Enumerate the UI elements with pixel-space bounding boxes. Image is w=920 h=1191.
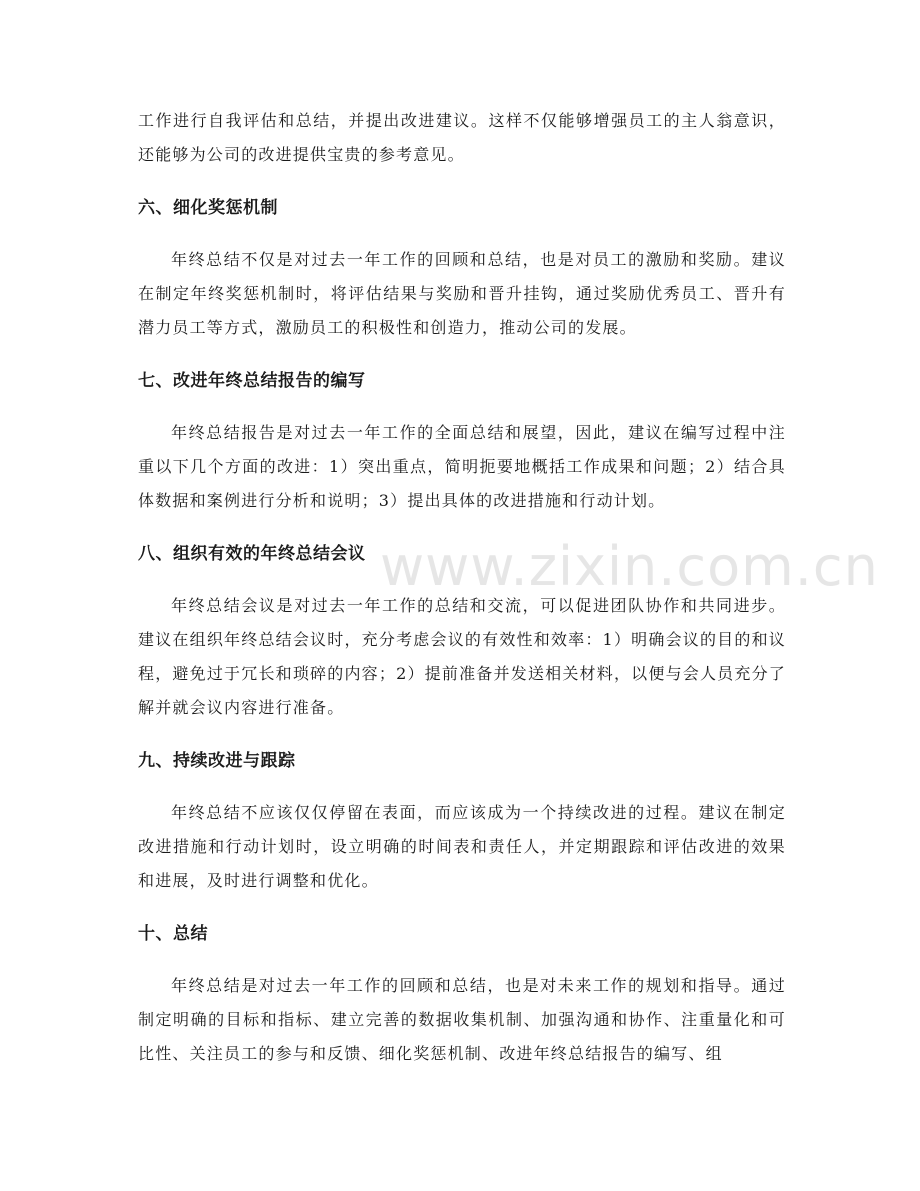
section-paragraph-10: 年终总结是对过去一年工作的回顾和总结，也是对未来工作的规划和指导。通过制定明确的目标和指标、建立完善的数据收集机制、加强沟通和协作、注重量化和可比性、关注员工的参与和反馈、细化奖惩机制、改进年终总结报告的编写、组 [138, 976, 786, 1063]
section-paragraph-6: 年终总结不仅是对过去一年工作的回顾和总结，也是对员工的激励和奖励。建议在制定年终奖惩机制时，将评估结果与奖励和晋升挂钩，通过奖励优秀员工、晋升有潜力员工等方式，激励员工的积极性和创造力，推动公司的发展。 [138, 250, 786, 337]
section-heading-10: 十、总结 [138, 924, 208, 944]
section-heading-7: 七、改进年终总结报告的编写 [138, 371, 366, 391]
section-heading-6: 六、细化奖惩机制 [138, 198, 278, 218]
document-page [138, 104, 786, 1071]
section-heading-9: 九、持续改进与跟踪 [138, 751, 296, 771]
section-heading-8: 八、组织有效的年终总结会议 [138, 544, 366, 564]
paragraph-continued: 工作进行自我评估和总结，并提出改进建议。这样不仅能够增强员工的主人翁意识，还能够为公司的改进提供宝贵的参考意见。 [138, 111, 786, 164]
section-paragraph-7: 年终总结报告是对过去一年工作的全面总结和展望，因此，建议在编写过程中注重以下几个方面的改进：1）突出重点，简明扼要地概括工作成果和问题；2）结合具体数据和案例进行分析和说明；3）提出具体的改进措施和行动计划。 [138, 423, 786, 510]
section-paragraph-8: 年终总结会议是对过去一年工作的总结和交流，可以促进团队协作和共同进步。建议在组织年终总结会议时，充分考虑会议的有效性和效率：1）明确会议的目的和议程，避免过于冗长和琐碎的内容；2）提前准备并发送相关材料，以便与会人员充分了解并就会议内容进行准备。 [138, 596, 786, 717]
section-paragraph-9: 年终总结不应该仅仅停留在表面，而应该成为一个持续改进的过程。建议在制定改进措施和行动计划时，设立明确的时间表和责任人，并定期跟踪和评估改进的效果和进展，及时进行调整和优化。 [138, 803, 786, 890]
watermark: www.zixin.com.cn [380, 535, 879, 598]
